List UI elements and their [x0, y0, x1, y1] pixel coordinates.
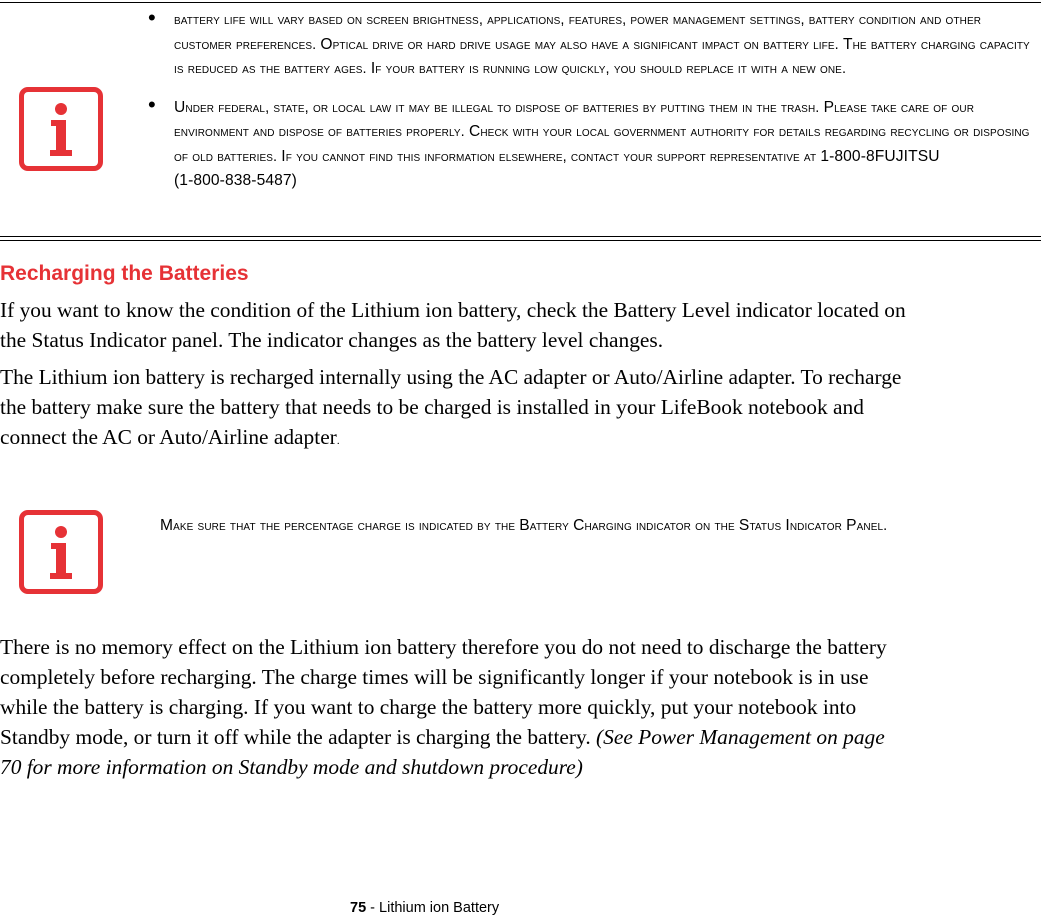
battery-notice	[148, 5, 1036, 194]
bullet-disposal: • Under federal, state, or local law it may be illegal to dispose of batteries by putting them in the trash. Please take care of our environment and dispose of batteries properly. Check with your local government authority for details regarding recycling or disposing of old batteries. If you cannot find this information elsewhere, contact your support representative at 1-800-8FUJITSU (1-800-838-5487)	[148, 91, 1030, 189]
paragraph-2: The Lithium ion battery is recharged internally using the AC adapter or Auto/Airline adapter. To recharge the battery make sure the battery that needs to be charged is installed in your LifeBook notebook and connect the AC or Auto/Airline adapter.	[0, 365, 902, 449]
top-rule	[0, 2, 1041, 3]
charge-indicator-notice: Make sure that the percentage charge is indicated by the Battery Charging indicator on the Status Indicator Panel.	[160, 517, 888, 534]
rule-upper	[0, 236, 1041, 237]
info-glyph	[24, 515, 98, 589]
paragraph-3: There is no memory effect on the Lithium ion battery therefore you do not need to discharge the battery completely before recharging. The charge times will be significantly longer if your notebook is in use while the battery is charging. If you want to charge the battery more quickly, put your notebook into Standby mode, or turn it off while the adapter is charging the battery. (See Power Management on page 70 for more information on Standby mode and shutdown procedure)	[0, 635, 887, 779]
support-phone-numeric: (1-800-838-5487)	[174, 172, 297, 189]
page-footer: 75 - Lithium ion Battery	[350, 900, 500, 916]
cross-reference-continued: 70 for more information on Standby mode and shutdown procedure)	[0, 755, 583, 779]
page-number: 75	[350, 900, 367, 916]
section-heading: Recharging the Batteries	[0, 262, 249, 285]
paragraph-1: If you want to know the condition of the Lithium ion battery, check the Battery Level indicator located on the Status Indicator panel. The indicator changes as the battery level changes.	[0, 298, 906, 352]
bullet-battery-life: • battery life will vary based on screen brightness, applications, features, power management settings, battery condition and other customer preferences. Optical drive or hard drive usage may also have a significant impact on battery life. The battery charging capacity is reduced as the battery ages. If your battery is running low quickly, you should replace it with a new one.	[148, 5, 1030, 77]
cross-reference: (See Power Management on page	[596, 725, 885, 749]
info-icon	[19, 87, 103, 171]
footer-title: Lithium ion Battery	[379, 900, 500, 916]
info-glyph	[24, 92, 98, 166]
info-icon	[19, 510, 103, 594]
support-phone: 1-800-8FUJITSU	[820, 147, 940, 165]
rule-lower	[0, 240, 1041, 241]
